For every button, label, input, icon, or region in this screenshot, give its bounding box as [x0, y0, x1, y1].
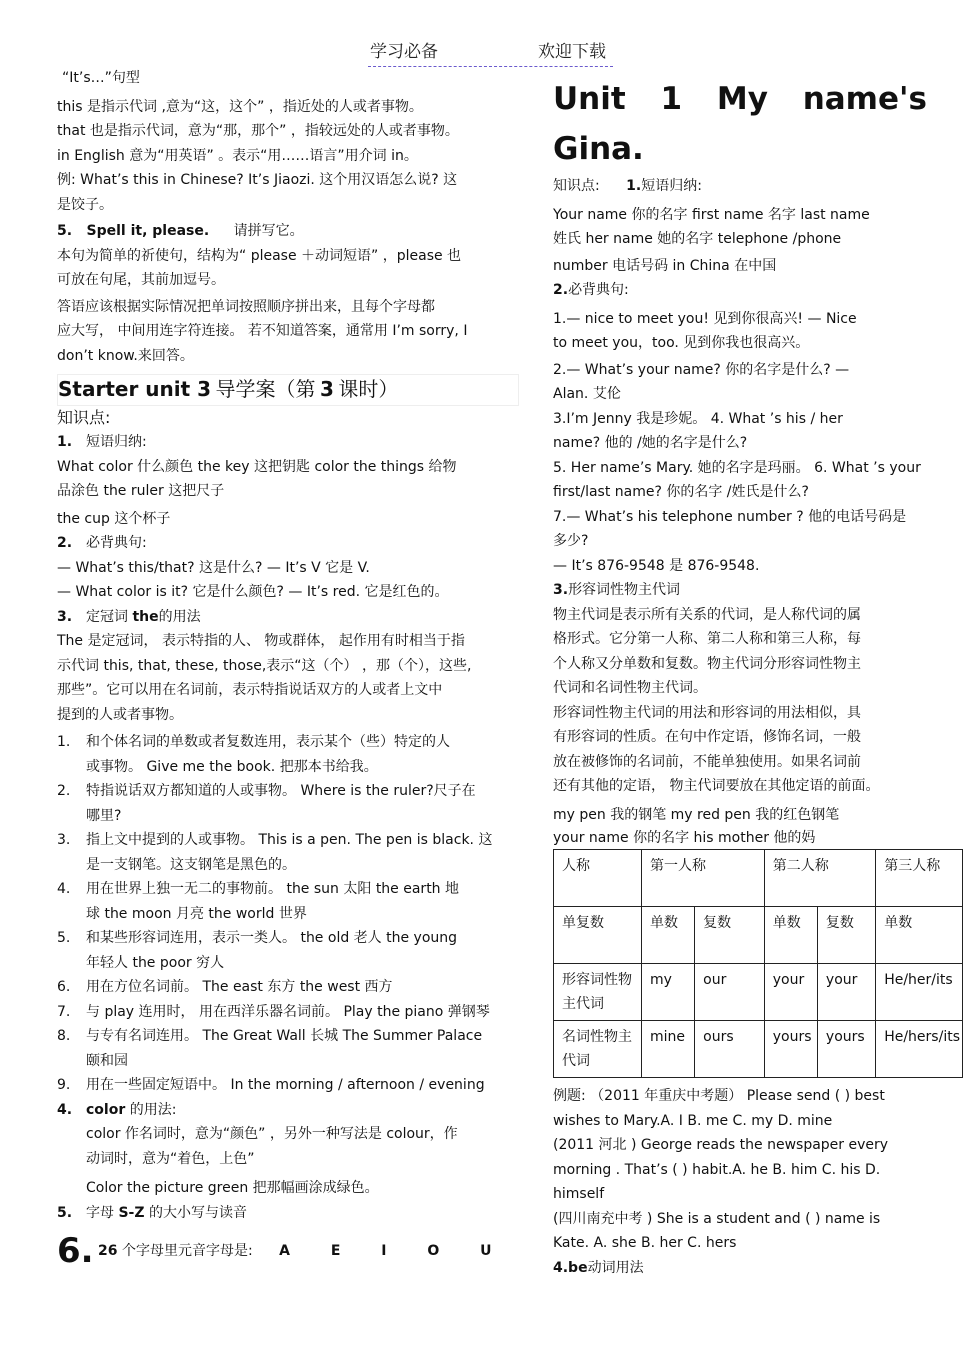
table-cell: your — [764, 964, 817, 1021]
heading-row — [57, 1098, 519, 1123]
list-number: 9. — [57, 1077, 71, 1093]
paragraph-line: (2011 河北 ) George reads the newspaper every — [553, 1137, 889, 1153]
table-row — [554, 1021, 963, 1078]
table-cell: 第一人称 — [641, 850, 764, 907]
heading-row — [553, 278, 950, 303]
paragraph-line: 多少? — [553, 533, 589, 549]
heading-text: 短语归纳: — [86, 434, 147, 450]
table-cell: yours — [764, 1021, 817, 1078]
table-cell: my — [641, 964, 694, 1021]
heading-number: 4. — [57, 1101, 73, 1118]
table-cell: 名词性物主代词 — [554, 1021, 642, 1078]
table-cell: mine — [641, 1021, 694, 1078]
paragraph-line: this 是指示代词 ,意为“这，这个” ，指近处的人或者事物。 — [57, 98, 423, 115]
list-line: 颐和园 — [86, 1052, 128, 1069]
table-cell: He/her/its — [876, 964, 963, 1021]
section-title-unit: Starter unit 3 — [58, 377, 212, 401]
list-number: 8. — [57, 1028, 71, 1044]
paragraph-line: What color 什么颜色 the key 这把钥匙 color the things 给物 — [57, 458, 457, 475]
list-item — [57, 975, 519, 1000]
list-number: 5. — [57, 930, 71, 946]
paragraph-line: wishes to Mary.A. I B. me C. my D. mine — [553, 1112, 833, 1129]
list-line: 用在世界上独一无二的事物前。 the sun 太阳 the earth 地 — [86, 881, 460, 897]
paragraph-line: first/last name? 你的名字 /姓氏是什么? — [553, 484, 809, 500]
table-row — [554, 907, 963, 964]
list-item — [57, 877, 519, 926]
heading-text: 必背典句: — [568, 282, 629, 298]
list-line: 哪里? — [86, 807, 122, 824]
heading-keyword: color — [86, 1101, 126, 1118]
paragraph-line: 还有其他的定语， 物主代词要放在其他定语的前面。 — [553, 778, 880, 794]
header-left-text: 学习必备 — [370, 42, 438, 62]
paragraph-line: 个人称又分单数和复数。物主代词分形容词性物主 — [553, 655, 861, 672]
list-item — [57, 1073, 519, 1098]
list-item — [57, 1000, 519, 1025]
table-cell: yours — [817, 1021, 875, 1078]
list-line: 和个体名词的单数或者复数连用，表示某个（些）特定的人 — [86, 734, 450, 750]
list-line: 与 play 连用时， 用在西洋乐器名词前。 Play the piano 弹钢琴 — [86, 1003, 490, 1020]
paragraph-line: 答语应该根据实际情况把单词按照顺序拼出来，且每个字母都 — [57, 298, 435, 315]
list-item — [57, 779, 519, 828]
paragraph-line: 1.— nice to meet you! 见到你很高兴! — Nice — [553, 310, 857, 327]
heading-number-text: 26 — [98, 1243, 118, 1259]
vowel-heading — [57, 1231, 519, 1271]
heading-text: 必背典句: — [86, 535, 147, 551]
spell-translation: 请拼写它。 — [233, 223, 304, 239]
paragraph-line: color 作名词时，意为“颜色” ，另外一种写法是 colour，作 — [86, 1126, 458, 1142]
paragraph-line: — It’s 876-9548 是 876-9548. — [553, 557, 760, 574]
table-cell: He/hers/its — [876, 1021, 963, 1078]
paragraph-line: in English 意为“用英语” 。表示“用……语言”用介词 in。 — [57, 147, 418, 164]
list-line: 球 the moon 月亮 the world 世界 — [86, 905, 307, 922]
heading-row — [57, 1201, 519, 1226]
spell-title: Spell it, please. — [86, 223, 210, 239]
heading-text: 短语归纳: — [641, 178, 702, 194]
color-usage — [57, 1122, 519, 1201]
header-right-text: 欢迎下载 — [538, 42, 606, 62]
list-line: 与专有名词连用。 The Great Wall 长城 The Summer Palace — [86, 1028, 483, 1044]
paragraph-line: 7.— What’s his telephone number ? 他的电话号码是 — [553, 508, 907, 525]
list-item — [57, 828, 519, 877]
paragraph-line: that 也是指示代词，意为“那，那个” ，指较远处的人或者事物。 — [57, 123, 459, 139]
table-cell: ours — [695, 1021, 765, 1078]
unit-title-line: Unit 1 My name's — [553, 81, 927, 117]
unit-title-line: Gina. — [553, 131, 644, 167]
section-heading — [57, 374, 519, 406]
heading-number: 5. — [57, 1204, 73, 1221]
knowledge-label: 知识点: — [57, 407, 111, 427]
paragraph-line: 姓氏 her name 她的名字 telephone /phone — [553, 231, 842, 247]
paragraph-line: your name 你的名字 his mother 他的妈 — [553, 830, 816, 846]
table-cell: 第二人称 — [764, 850, 875, 907]
heading-number: 5. — [57, 223, 73, 239]
section-title-number: 3 — [319, 377, 334, 401]
table-cell: 单数 — [876, 907, 963, 964]
heading-number: 1. — [57, 434, 73, 450]
heading-number: 3. — [57, 608, 73, 625]
heading-text: 形容词性物主代词 — [568, 582, 681, 598]
paragraph-line: (四川南充中考 ) She is a student and ( ) name is — [553, 1210, 881, 1227]
heading-text: 定冠词 — [86, 608, 128, 625]
list-line: 和某些形容词连用，表示一类人。 the old 老人 the young — [86, 930, 458, 946]
paragraph-line: 本句为简单的祈使句，结构为“ please ＋动词短语” ，please 也 — [57, 247, 462, 264]
section-title-suffix: 课时） — [338, 377, 399, 401]
heading-number: 2. — [57, 535, 73, 551]
list-line: 年轻人 the poor 穷人 — [86, 954, 225, 971]
table-row — [554, 850, 963, 907]
heading-number: 2. — [553, 282, 569, 298]
table-cell: 人称 — [554, 850, 642, 907]
heading-text: 动词用法 — [587, 1259, 644, 1276]
heading-text: 的大小写与读音 — [148, 1204, 247, 1221]
heading-text: 个字母里元音字母是: — [121, 1243, 253, 1259]
list-line: 用在方位名词前。 The east 东方 the west 西方 — [86, 979, 393, 995]
heading-keyword: the — [132, 608, 159, 625]
list-number: 3. — [57, 832, 71, 848]
paragraph-line: 有形容词的性质。在句中作定语，修饰名词，一般 — [553, 729, 861, 745]
paragraph-line: 品涂色 the ruler 这把尺子 — [57, 483, 225, 499]
heading-row — [57, 605, 519, 630]
paragraph-line: — What’s this/that? 这是什么? — It’s V 它是 V. — [57, 559, 370, 576]
section-title-text: 导学案（第 — [215, 377, 316, 401]
table-cell: 形容词性物主代词 — [554, 964, 642, 1021]
table-cell: 复数 — [817, 907, 875, 964]
heading-text: 的用法 — [158, 608, 201, 625]
table-cell: 单数 — [764, 907, 817, 964]
paragraph-line: the cup 这个杯子 — [57, 510, 171, 527]
knowledge-label: 知识点: — [553, 178, 600, 194]
vowel-letters: A E I O U — [279, 1243, 510, 1259]
table-cell: 复数 — [695, 907, 765, 964]
paragraph-line: morning . That’s ( ) habit.A. he B. him C. his D. — [553, 1161, 881, 1178]
paragraph-line: 2.— What’s your name? 你的名字是什么? — — [553, 361, 850, 378]
paragraph-line: my pen 我的钢笔 my red pen 我的红色钢笔 — [553, 806, 840, 823]
paragraph-line: himself — [553, 1186, 605, 1202]
list-line: 是一支钢笔。这支钢笔是黑色的。 — [86, 856, 296, 873]
list-line: 指上文中提到的人或事物。 This is a pen. The pen is black. 这 — [86, 832, 493, 848]
pattern-title: “It’s…”句型 — [62, 70, 140, 86]
heading-row — [57, 430, 519, 455]
table-cell: 第三人称 — [876, 850, 963, 907]
table-cell: 单数 — [641, 907, 694, 964]
paragraph-line: Your name 你的名字 first name 名字 last name — [553, 206, 870, 223]
table-row — [554, 964, 963, 1021]
paragraph-line: number 电话号码 in China 在中国 — [553, 257, 777, 274]
page-header — [368, 40, 613, 67]
paragraph-line: name? 他的 /她的名字是什么? — [553, 435, 748, 451]
paragraph-line: 示代词 this, that, these, those,表示“这（个） ，那（个），这些, — [57, 657, 472, 674]
list-number: 1. — [57, 734, 71, 750]
heading-keyword: S-Z — [118, 1204, 145, 1221]
table-cell: 单复数 — [554, 907, 642, 964]
paragraph-line: 形容词性物主代词的用法和形容词的用法相似，具 — [553, 704, 861, 721]
list-item — [57, 926, 519, 975]
left-column — [57, 66, 519, 1271]
paragraph-line: 是饺子。 — [57, 196, 113, 213]
heading-number: 4.be — [553, 1259, 588, 1276]
paragraph-line: don’t know.来回答。 — [57, 347, 194, 364]
heading-row — [553, 1256, 950, 1281]
paragraph-line: 物主代词是表示所有关系的代词，是人称代词的属 — [553, 606, 861, 623]
paragraph-line: 例: What’s this in Chinese? It’s Jiaozi. 这个用汉语怎么说? 这 — [57, 172, 458, 188]
paragraph-line: 例题: （2011 年重庆中考题） Please send ( ) best — [553, 1088, 885, 1104]
paragraph-line: 可放在句尾，其前加逗号。 — [57, 272, 225, 288]
list-item — [57, 1024, 519, 1073]
heading-row — [553, 578, 950, 603]
heading-text: 字母 — [86, 1204, 114, 1221]
heading-text: 的用法: — [129, 1101, 177, 1118]
heading-number: 3. — [553, 582, 569, 598]
paragraph-line: The 是定冠词， 表示特指的人、 物或群体， 起作用有时相当于指 — [57, 633, 465, 649]
paragraph-line: 提到的人或者事物。 — [57, 706, 183, 723]
paragraph-line: 应大写， 中间用连字符连接。 若不知道答案，通常用 I’m sorry, I — [57, 323, 468, 339]
spell-heading — [57, 219, 519, 244]
table-cell: your — [817, 964, 875, 1021]
paragraph-line: 放在被修饰的名词前，不能单独使用。如果名词前 — [553, 753, 861, 770]
paragraph-line: 5. Her name’s Mary. 她的名字是玛丽。 6. What ’s your — [553, 459, 921, 476]
paragraph-line: Color the picture green 把那幅画涂成绿色。 — [86, 1180, 379, 1196]
paragraph-line: 格形式。它分第一人称、第二人称和第三人称，每 — [553, 631, 861, 647]
list-line: 或事物。 Give me the book. 把那本书给我。 — [86, 758, 378, 775]
table-cell: our — [695, 964, 765, 1021]
list-number: 4. — [57, 881, 71, 897]
paragraph-line: — What color is it? 它是什么颜色? — It’s red. 它是红色的。 — [57, 584, 449, 600]
heading-number: 6. — [57, 1231, 94, 1271]
paragraph-line: 那些”。它可以用在名词前，表示特指说话双方的人或者上文中 — [57, 682, 443, 698]
heading-number: 1. — [626, 178, 642, 194]
paragraph-line: Kate. A. she B. her C. hers — [553, 1235, 737, 1251]
list-number: 2. — [57, 783, 71, 799]
right-column — [553, 74, 960, 1280]
list-line: 用在一些固定短语中。 In the morning / afternoon / evening — [86, 1077, 485, 1093]
list-item — [57, 730, 519, 779]
paragraph-line: 代词和名词性物主代词。 — [553, 680, 707, 696]
pronoun-table — [553, 849, 963, 1078]
paragraph-line: Alan. 艾伦 — [553, 386, 621, 402]
list-number: 6. — [57, 979, 71, 995]
list-line: 特指说话双方都知道的人或事物。 Where is the ruler?尺子在 — [86, 783, 476, 799]
paragraph-line: 动词时，意为“着色，上色” — [86, 1150, 255, 1167]
heading-row — [57, 531, 519, 556]
knowledge-heading — [553, 174, 950, 199]
paragraph-line: 3.I’m Jenny 我是珍妮。 4. What ’s his / her — [553, 410, 843, 427]
list-number: 7. — [57, 1003, 71, 1020]
paragraph-line: to meet you，too. 见到你我也很高兴。 — [553, 335, 810, 351]
